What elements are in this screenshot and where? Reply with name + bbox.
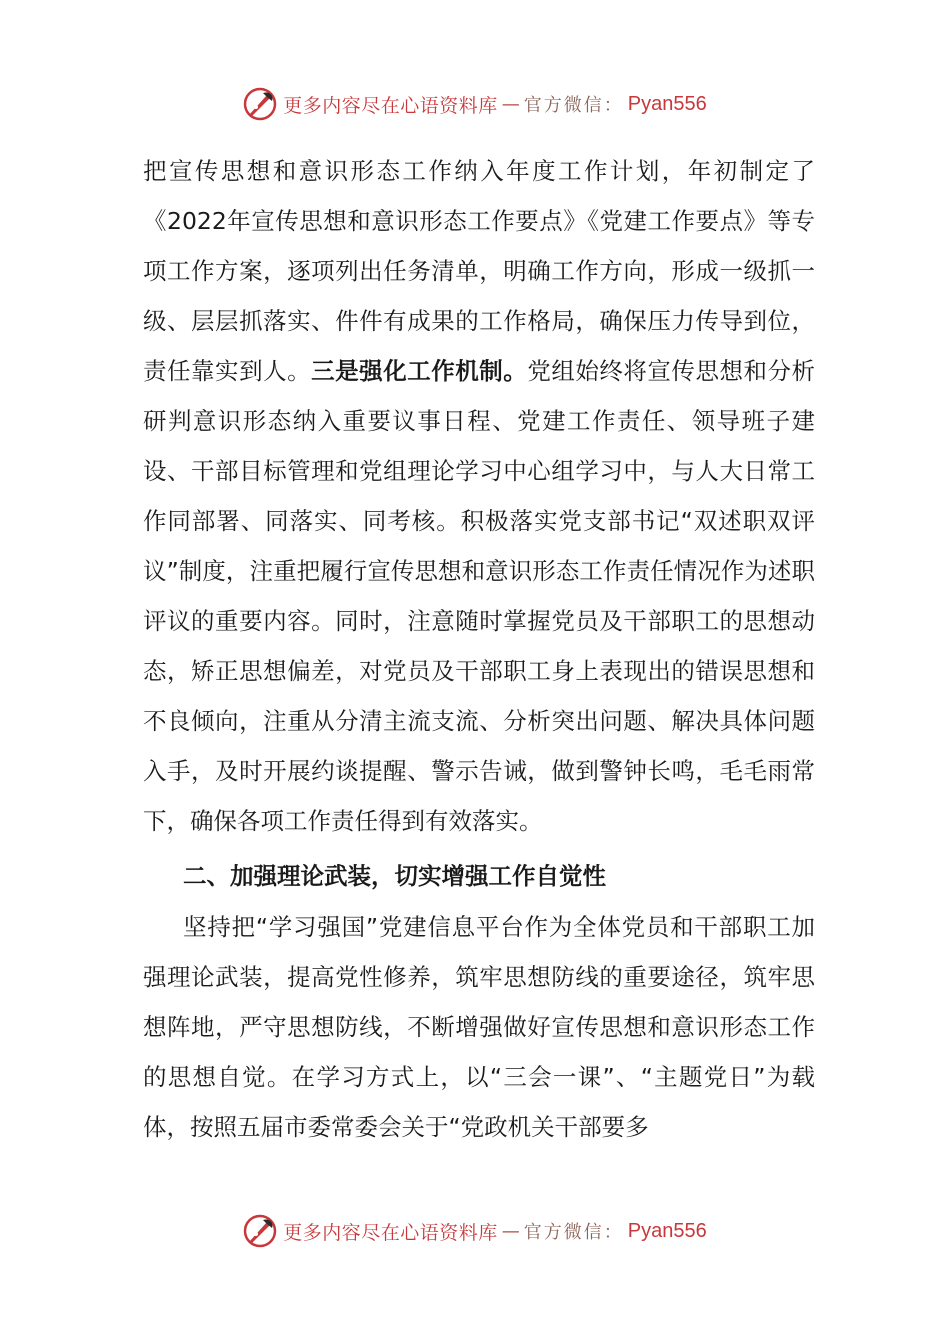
document-body: [143, 146, 815, 1152]
paragraph-2: 坚持把“学习强国”党建信息平台作为全体党员和干部职工加强理论武装，提高党性修养，筑牢思想防线的重要途径，筑牢思想阵地，严守思想防线，不断增强做好宣传思想和意识形态工作的思想自觉。在学习方式上，以“三会一课”、“主题党日”为载体，按照五届市委常委会关于“党政机关干部要多: [143, 913, 815, 1141]
watermark-site-name: 更多内容尽在心语资料库: [283, 1221, 498, 1244]
watermark-wechat-id: Pyan556: [627, 92, 707, 115]
watermark-banner-bottom: [0, 1209, 950, 1253]
watermark-banner-top: [0, 82, 950, 126]
paragraph-1: [143, 146, 815, 846]
watermark-separator: —: [501, 1220, 520, 1242]
section-heading: 二、加强理论武装，切实增强工作自觉性: [183, 862, 606, 890]
paragraph-1-text-b: 党组始终将宣传思想和分析研判意识形态纳入重要议事日程、党建工作责任、领导班子建设、干部目标管理和党组理论学习中心组学习中，与人大日常工作同部署、同落实、同考核。积极落实党支部书记“双述职双评议”制度，注重把履行宣传思想和意识形态工作责任情况作为述职评议的重要内容。同时，注意随时掌握党员及干部职工的思想动态，矫正思想偏差，对党员及干部职工身上表现出的错误思想和不良倾向，注重从分清主流支流、分析突出问题、解决具体问题入手，及时开展约谈提醒、警示告诫，做到警钟长鸣，毛毛雨常下，确保各项工作责任得到有效落实。: [143, 357, 816, 835]
watermark-wechat-id: Pyan556: [627, 1219, 707, 1242]
watermark-separator: —: [501, 93, 520, 115]
quill-logo-icon: [243, 87, 277, 121]
paragraph-1-bold-text: 三是强化工作机制。: [311, 357, 528, 385]
paragraph-1-text-a: 把宣传思想和意识形态工作纳入年度工作计划，年初制定了《2022年宣传思想和意识形态工作要点》《党建工作要点》等专项工作方案，逐项列出任务清单，明确工作方向，形成一级抓一级、层层抓落实、件件有成果的工作格局，确保压力传导到位，责任靠实到人。: [143, 157, 815, 385]
watermark-wechat-label: 官方微信：: [523, 1222, 624, 1243]
watermark-site-name: 更多内容尽在心语资料库: [283, 94, 498, 117]
watermark-wechat-label: 官方微信：: [523, 95, 624, 116]
quill-logo-icon: [243, 1214, 277, 1248]
